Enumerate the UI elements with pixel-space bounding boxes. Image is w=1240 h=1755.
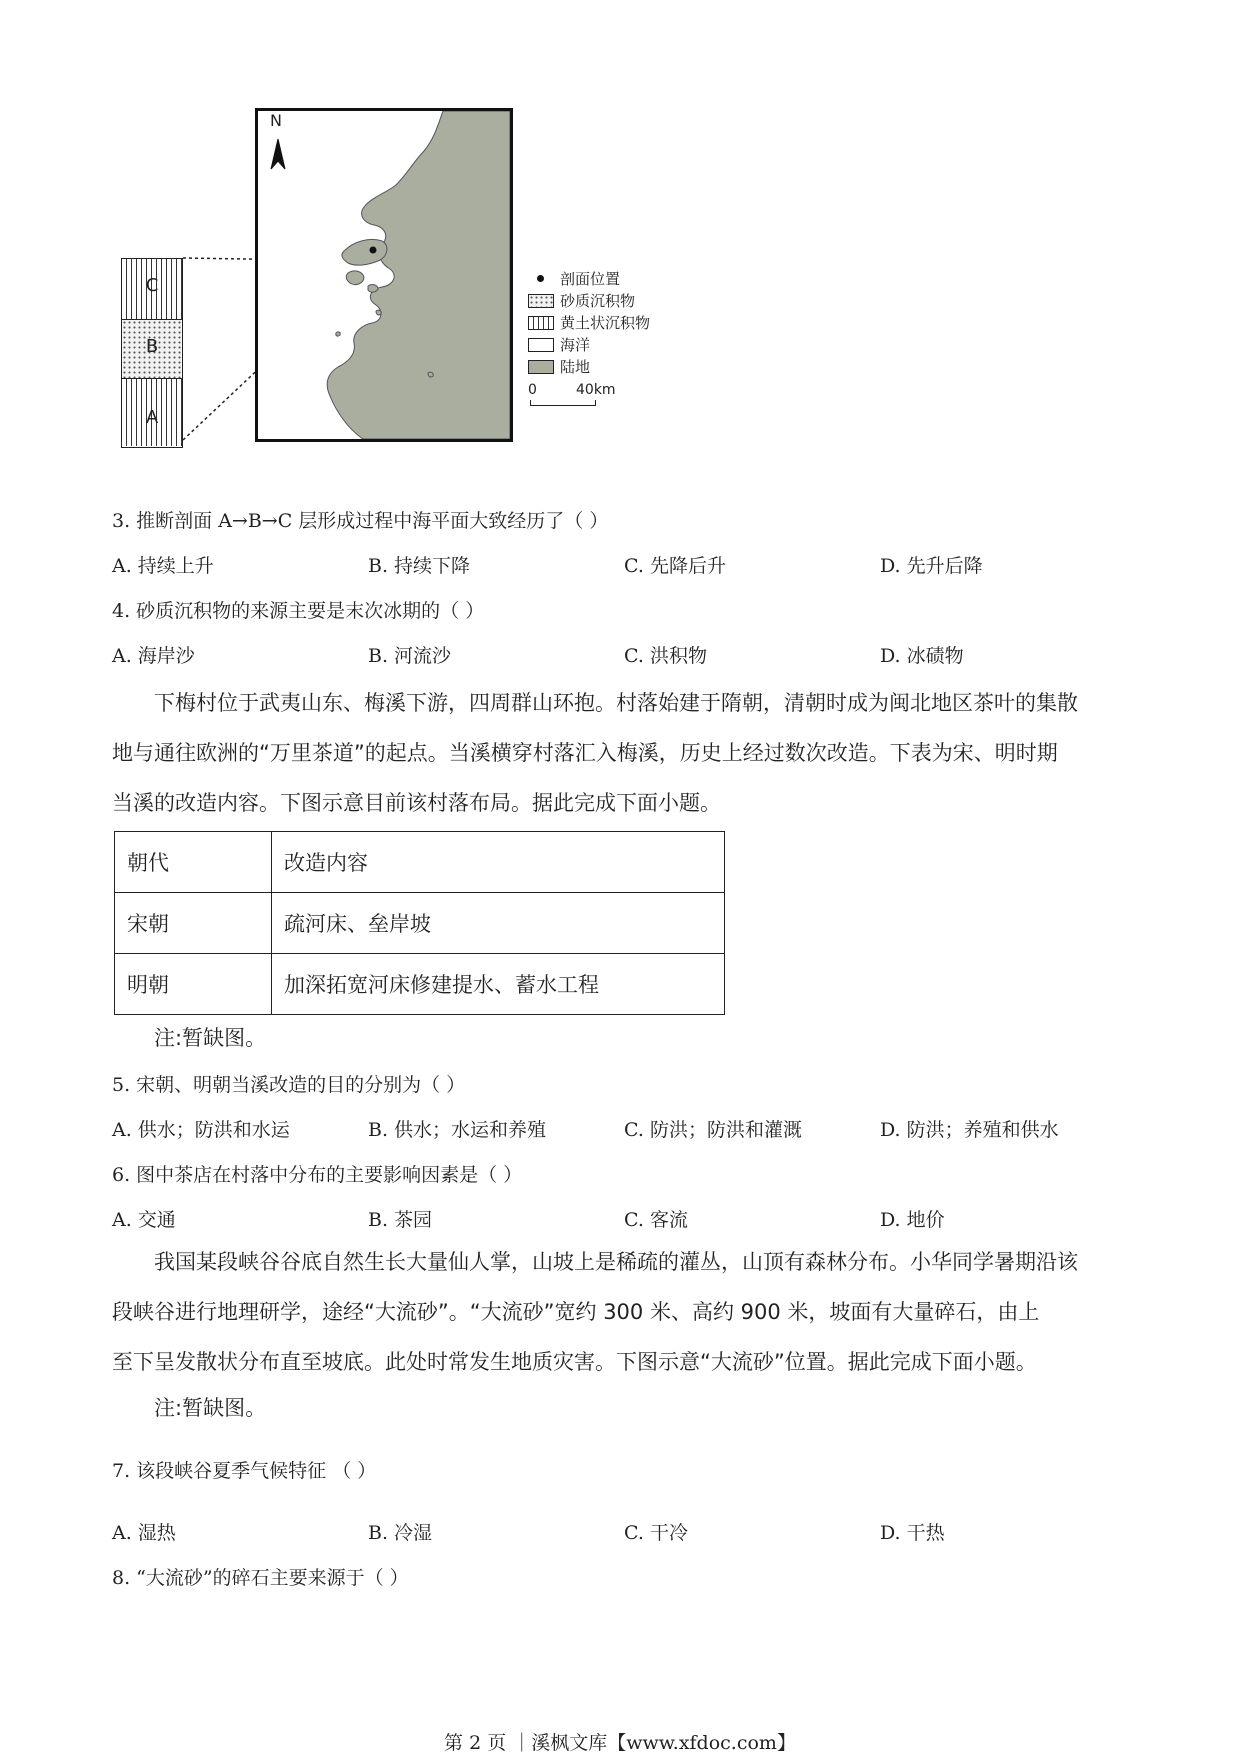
passage-1 [112,678,1122,828]
land-swatch-icon [528,360,554,374]
passage-line: 地与通往欧洲的“万里茶道”的起点。当溪横穿村落汇入梅溪，历史上经过数次改造。下表为宋、明时期 [112,741,1058,765]
option-b: B. 持续下降 [368,555,471,577]
option-d: D. 冰碛物 [880,645,964,667]
option-d: D. 干热 [880,1522,945,1544]
table-row [115,954,725,1015]
layer-label-c: C [145,275,159,296]
layer-a [122,379,182,446]
page-footer: 第 2 页 ｜溪枫文库【www.xfdoc.com】 [444,1732,796,1754]
table-cell: 改造内容 [272,832,725,893]
north-label: N [270,111,282,130]
option-b: B. 冷湿 [368,1522,433,1544]
scale-bar [528,382,698,412]
legend-label: 砂质沉积物 [560,292,636,310]
question-8: 8. “大流砂”的碎石主要来源于（ ） [112,1567,409,1589]
table-cell: 疏河床、垒岸坡 [272,893,725,954]
legend-label: 剖面位置 [560,270,621,288]
layer-c [122,259,182,319]
option-d: D. 地价 [880,1209,945,1231]
coastline-map [258,111,510,439]
missing-figure-note: 注:暂缺图。 [154,1396,267,1420]
scale-bar-icon [530,400,596,406]
question-3: 3. 推断剖面 A→B→C 层形成过程中海平面大致经历了（ ） [112,510,609,532]
question-7: 7. 该段峡谷夏季气候特征 （ ） [112,1460,377,1482]
legend-item-profile [528,268,698,290]
option-a: A. 交通 [112,1209,176,1231]
legend-label: 海洋 [560,336,591,354]
ocean-swatch-icon [528,338,554,352]
passage-line: 至下呈发散状分布直至坡底。此处时常发生地质灾害。下图示意“大流砂”位置。据此完成下面小题。 [112,1350,1037,1374]
option-d: D. 先升后降 [880,555,983,577]
table-cell: 明朝 [115,954,272,1015]
legend-item-sand [528,290,698,312]
layer-label-a: A [145,407,159,428]
passage-line: 我国某段峡谷谷底自然生长大量仙人掌，山坡上是稀疏的灌丛，山顶有森林分布。小华同学暑期沿该 [154,1250,1078,1274]
legend-label: 黄土状沉积物 [560,314,651,332]
question-6: 6. 图中茶店在村落中分布的主要影响因素是（ ） [112,1164,523,1186]
north-arrow-icon [270,135,286,169]
option-b: B. 河流沙 [368,645,452,667]
option-c: C. 先降后升 [624,555,726,577]
option-b: B. 供水；水运和养殖 [368,1119,547,1141]
passage-line: 下梅村位于武夷山东、梅溪下游，四周群山环抱。村落始建于隋朝，清朝时成为闽北地区茶叶的集散 [154,691,1078,715]
passage-line: 段峡谷进行地理研学，途经“大流砂”。“大流砂”宽约 300 米、高约 900 米，坡面有大量碎石，由上 [112,1300,1040,1324]
option-c: C. 客流 [624,1209,688,1231]
stripe-swatch-icon [528,316,554,330]
map-frame [255,108,513,442]
option-a: A. 湿热 [112,1522,176,1544]
option-a: A. 供水；防洪和水运 [112,1119,290,1141]
legend-item-ocean [528,334,698,356]
legend-item-loess [528,312,698,334]
map-legend [528,268,698,412]
table-cell: 加深拓宽河床修建提水、蓄水工程 [272,954,725,1015]
table-row [115,832,725,893]
option-d: D. 防洪；养殖和供水 [880,1119,1059,1141]
question-4: 4. 砂质沉积物的来源主要是末次冰期的（ ） [112,600,485,622]
passage-line: 当溪的改造内容。下图示意目前该村落布局。据此完成下面小题。 [112,791,721,815]
layer-label-b: B [145,336,159,357]
option-a: A. 海岸沙 [112,645,195,667]
scale-zero: 0 [528,382,537,398]
sand-swatch-icon [528,294,554,308]
table-cell: 朝代 [115,832,272,893]
passage-2 [112,1237,1122,1387]
dot-icon [537,275,544,282]
stratigraphic-profile [121,258,183,448]
scale-max: 40km [576,382,616,398]
layer-b [122,319,182,379]
table-row [115,893,725,954]
table-cell: 宋朝 [115,893,272,954]
option-c: C. 洪积物 [624,645,707,667]
option-c: C. 干冷 [624,1522,688,1544]
missing-figure-note: 注:暂缺图。 [154,1026,267,1050]
map-figure [110,100,690,460]
legend-label: 陆地 [560,358,591,376]
reform-table [114,831,725,1015]
option-a: A. 持续上升 [112,555,214,577]
option-c: C. 防洪；防洪和灌溉 [624,1119,802,1141]
question-5: 5. 宋朝、明朝当溪改造的目的分别为（ ） [112,1074,466,1096]
legend-item-land [528,356,698,378]
option-b: B. 茶园 [368,1209,433,1231]
